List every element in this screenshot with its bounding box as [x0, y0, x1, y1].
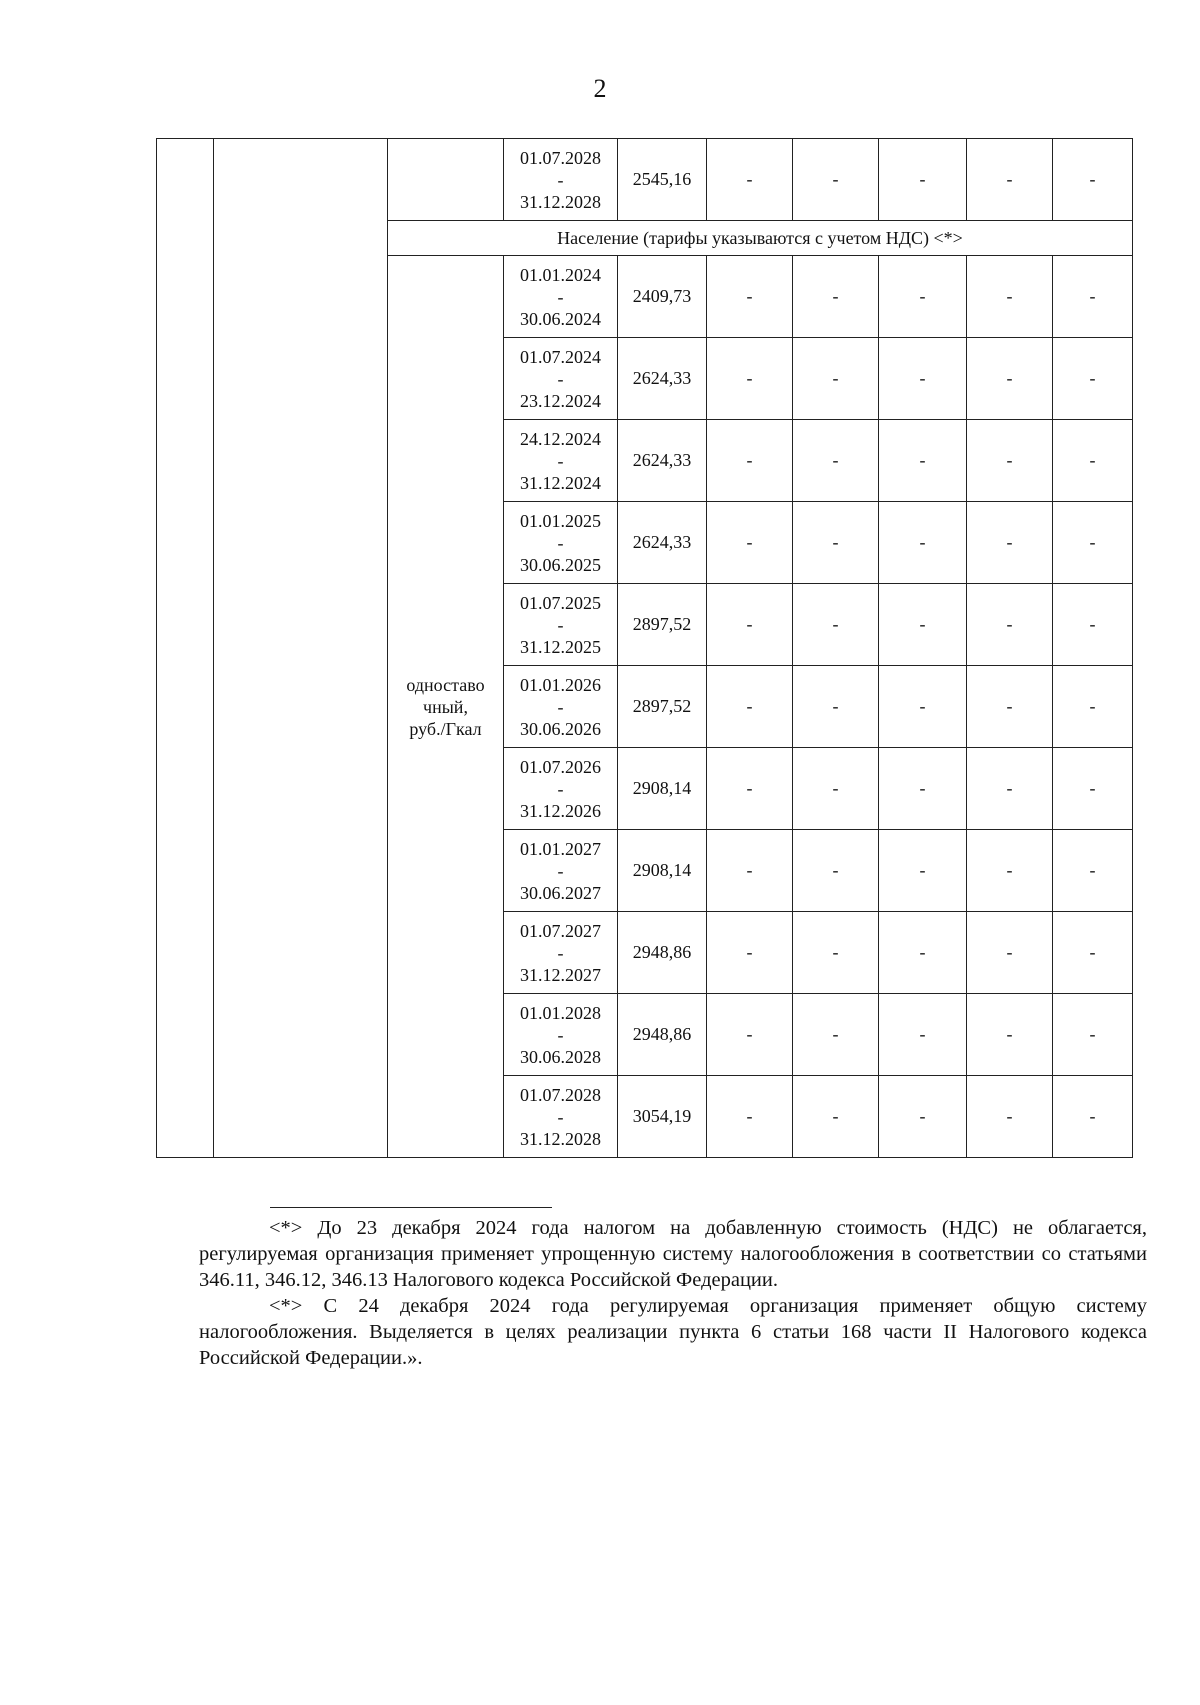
period-period-start: 01.07.2025	[520, 592, 601, 613]
empty-value-dash: -	[1053, 1076, 1133, 1158]
tariff-value: 2545,16	[618, 139, 707, 221]
period-period-end: 31.12.2024	[520, 472, 601, 493]
empty-value-dash: -	[879, 748, 967, 830]
tariff-value: 2624,33	[618, 338, 707, 420]
empty-value-dash: -	[793, 830, 879, 912]
period-separator: -	[557, 696, 564, 717]
footnote-1: <*> До 23 декабря 2024 года налогом на добавленную стоимость (НДС) не облагается, регулируемая организация применяет упрощенную систему налогообложения в соответствии со статьями 346.11, 346.12, 346.13 Налогового кодекса Российской Федерации.	[199, 1217, 1147, 1291]
unit-label-line2: чный,	[423, 696, 468, 717]
period-separator: -	[557, 532, 564, 553]
period-period-start: 01.07.2024	[520, 346, 601, 367]
empty-value-dash: -	[707, 666, 793, 748]
empty-value-dash: -	[1053, 584, 1133, 666]
period-period-start: 01.07.2028	[520, 147, 601, 168]
period-cell	[504, 256, 618, 338]
period-period-start: 01.01.2024	[520, 264, 601, 285]
empty-value-dash: -	[1053, 256, 1133, 338]
empty-value-dash: -	[793, 748, 879, 830]
period-cell	[504, 912, 618, 994]
empty-value-dash: -	[879, 256, 967, 338]
tariff-value: 2948,86	[618, 912, 707, 994]
empty-value-dash: -	[967, 994, 1053, 1076]
period-separator: -	[557, 1024, 564, 1045]
table-row	[157, 139, 1133, 221]
footnote-divider	[270, 1207, 552, 1208]
empty-value-dash: -	[879, 830, 967, 912]
empty-value-dash: -	[879, 420, 967, 502]
empty-value-dash: -	[707, 256, 793, 338]
empty-value-dash: -	[793, 666, 879, 748]
unit-label-line1: одноставо	[406, 674, 485, 695]
unit-column-top	[388, 139, 504, 221]
footnotes	[199, 1215, 1147, 1371]
empty-value-dash: -	[1053, 502, 1133, 584]
period-separator: -	[557, 778, 564, 799]
period-period-end: 31.12.2028	[520, 1128, 601, 1149]
empty-value-dash: -	[967, 830, 1053, 912]
empty-value-dash: -	[879, 666, 967, 748]
tariff-value: 2897,52	[618, 666, 707, 748]
tariff-value: 2624,33	[618, 420, 707, 502]
empty-value-dash: -	[1053, 420, 1133, 502]
empty-value-dash: -	[1053, 748, 1133, 830]
unit-label-line3: руб./Гкал	[409, 718, 482, 739]
empty-value-dash: -	[793, 994, 879, 1076]
empty-value-dash: -	[967, 338, 1053, 420]
period-period-start: 01.07.2026	[520, 756, 601, 777]
tariff-value: 2908,14	[618, 830, 707, 912]
period-cell	[504, 584, 618, 666]
period-cell	[504, 830, 618, 912]
period-cell	[504, 748, 618, 830]
empty-value-dash: -	[793, 256, 879, 338]
empty-value-dash: -	[967, 666, 1053, 748]
period-period-end: 30.06.2024	[520, 308, 601, 329]
period-cell	[504, 1076, 618, 1158]
section-header: Население (тарифы указываются с учетом НДС) <*>	[388, 221, 1133, 256]
period-period-start: 01.01.2026	[520, 674, 601, 695]
empty-value-dash: -	[793, 1076, 879, 1158]
period-period-start: 01.01.2025	[520, 510, 601, 531]
period-period-end: 30.06.2026	[520, 718, 601, 739]
tariff-table	[156, 138, 1133, 1158]
empty-value-dash: -	[879, 502, 967, 584]
empty-value-dash: -	[967, 502, 1053, 584]
empty-value-dash: -	[967, 584, 1053, 666]
empty-value-dash: -	[793, 502, 879, 584]
tariff-value: 2948,86	[618, 994, 707, 1076]
period-period-start: 24.12.2024	[520, 428, 601, 449]
period-period-start: 01.01.2028	[520, 1002, 601, 1023]
period-cell	[504, 666, 618, 748]
empty-value-dash: -	[967, 1076, 1053, 1158]
period-cell	[504, 994, 618, 1076]
empty-value-dash: -	[707, 994, 793, 1076]
empty-value-dash: -	[967, 256, 1053, 338]
period-period-end: 31.12.2025	[520, 636, 601, 657]
empty-value-dash: -	[707, 502, 793, 584]
empty-value-dash: -	[707, 139, 793, 221]
empty-value-dash: -	[879, 912, 967, 994]
empty-value-dash: -	[793, 420, 879, 502]
period-period-start: 01.07.2028	[520, 1084, 601, 1105]
empty-value-dash: -	[967, 420, 1053, 502]
period-period-end: 31.12.2027	[520, 964, 601, 985]
period-separator: -	[557, 860, 564, 881]
table-body	[157, 139, 1133, 1158]
period-period-end: 31.12.2026	[520, 800, 601, 821]
empty-value-dash: -	[1053, 912, 1133, 994]
period-period-start: 01.07.2027	[520, 920, 601, 941]
period-period-end: 31.12.2028	[520, 191, 601, 212]
empty-value-dash: -	[879, 338, 967, 420]
empty-value-dash: -	[1053, 830, 1133, 912]
period-period-end: 30.06.2027	[520, 882, 601, 903]
period-separator: -	[557, 1106, 564, 1127]
period-cell	[504, 139, 618, 221]
tariff-value: 2624,33	[618, 502, 707, 584]
empty-value-dash: -	[793, 338, 879, 420]
tariff-value: 2908,14	[618, 748, 707, 830]
empty-value-dash: -	[967, 139, 1053, 221]
tariff-value: 2409,73	[618, 256, 707, 338]
empty-value-dash: -	[707, 912, 793, 994]
organization-column	[214, 139, 388, 1158]
empty-value-dash: -	[793, 139, 879, 221]
period-separator: -	[557, 942, 564, 963]
period-cell	[504, 420, 618, 502]
empty-value-dash: -	[793, 912, 879, 994]
period-separator: -	[557, 286, 564, 307]
period-period-end: 30.06.2025	[520, 554, 601, 575]
period-period-end: 30.06.2028	[520, 1046, 601, 1067]
empty-value-dash: -	[1053, 338, 1133, 420]
footnote-2: <*> С 24 декабря 2024 года регулируемая организация применяет общую систему налогообложения. Выделяется в целях реализации пункта 6 статьи 168 части II Налогового кодекса Российской Федерации.».	[199, 1295, 1147, 1369]
period-separator: -	[557, 450, 564, 471]
empty-value-dash: -	[793, 584, 879, 666]
period-separator: -	[557, 368, 564, 389]
empty-value-dash: -	[967, 912, 1053, 994]
empty-value-dash: -	[707, 830, 793, 912]
empty-value-dash: -	[707, 584, 793, 666]
tariff-value: 3054,19	[618, 1076, 707, 1158]
empty-value-dash: -	[879, 1076, 967, 1158]
empty-value-dash: -	[879, 139, 967, 221]
empty-value-dash: -	[707, 748, 793, 830]
empty-value-dash: -	[707, 338, 793, 420]
empty-value-dash: -	[707, 420, 793, 502]
empty-value-dash: -	[707, 1076, 793, 1158]
empty-value-dash: -	[967, 748, 1053, 830]
empty-value-dash: -	[879, 994, 967, 1076]
empty-value-dash: -	[1053, 994, 1133, 1076]
period-period-end: 23.12.2024	[520, 390, 601, 411]
period-separator: -	[557, 614, 564, 635]
period-cell	[504, 338, 618, 420]
empty-value-dash: -	[1053, 139, 1133, 221]
page-number: 2	[593, 74, 607, 103]
tariff-value: 2897,52	[618, 584, 707, 666]
unit-cell	[388, 256, 504, 1158]
row-number-column	[157, 139, 214, 1158]
empty-value-dash: -	[879, 584, 967, 666]
empty-value-dash: -	[1053, 666, 1133, 748]
period-cell	[504, 502, 618, 584]
period-period-start: 01.01.2027	[520, 838, 601, 859]
period-separator: -	[557, 169, 564, 190]
